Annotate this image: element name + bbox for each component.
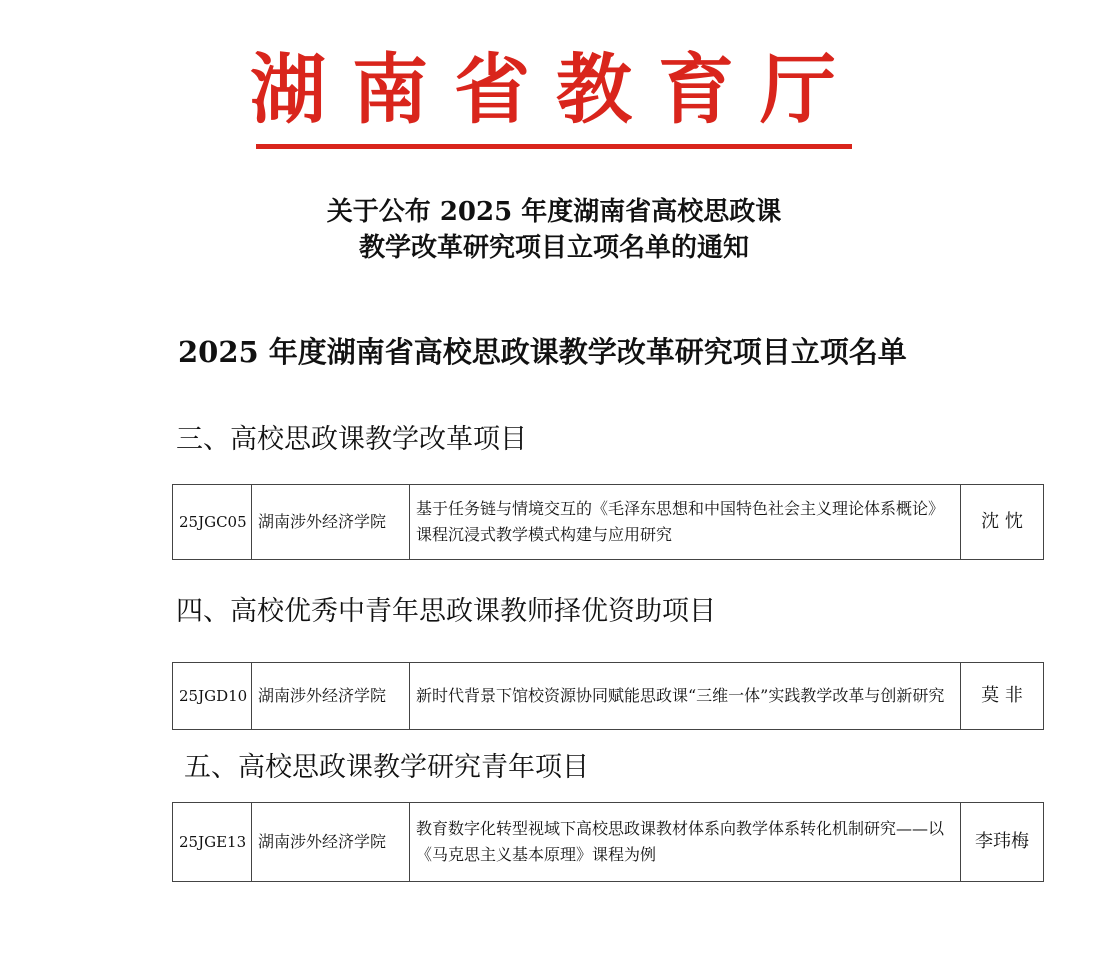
table-row xyxy=(173,485,1044,560)
project-code: 25JGC05 xyxy=(173,485,252,560)
section-heading: 三、高校思政课教学改革项目 xyxy=(176,424,527,455)
project-topic: 基于任务链与情境交互的《毛泽东思想和中国特色社会主义理论体系概论》课程沉浸式教学模式构建与应用研究 xyxy=(410,485,961,560)
school-name: 湖南涉外经济学院 xyxy=(252,663,410,730)
school-name: 湖南涉外经济学院 xyxy=(252,803,410,882)
notice-title-line2: 教学改革研究项目立项名单的通知 xyxy=(358,233,749,263)
list-title: 2025 年度湖南省高校思政课教学改革研究项目立项名单 xyxy=(178,335,907,369)
section-heading: 五、高校思政课教学研究青年项目 xyxy=(184,752,589,783)
table-row xyxy=(173,803,1044,882)
project-code: 25JGD10 xyxy=(173,663,252,730)
project-leader: 沈 忱 xyxy=(961,485,1044,560)
table-row xyxy=(173,663,1044,730)
project-leader: 李玮梅 xyxy=(961,803,1044,882)
section-heading: 四、高校优秀中青年思政课教师择优资助项目 xyxy=(176,596,716,627)
notice-title-line1: 关于公布 2025 年度湖南省高校思政课 xyxy=(326,197,782,227)
project-table xyxy=(172,802,1044,882)
letterhead-red-rule xyxy=(256,144,852,149)
project-code: 25JGE13 xyxy=(173,803,252,882)
letterhead-title: 湖南省教育厅 xyxy=(250,45,862,134)
project-table xyxy=(172,484,1044,560)
project-table xyxy=(172,662,1044,730)
project-leader: 莫 非 xyxy=(961,663,1044,730)
project-topic: 新时代背景下馆校资源协同赋能思政课“三维一体”实践教学改革与创新研究 xyxy=(410,663,961,730)
school-name: 湖南涉外经济学院 xyxy=(252,485,410,560)
project-topic: 教育数字化转型视域下高校思政课教材体系向教学体系转化机制研究——以《马克思主义基本原理》课程为例 xyxy=(410,803,961,882)
